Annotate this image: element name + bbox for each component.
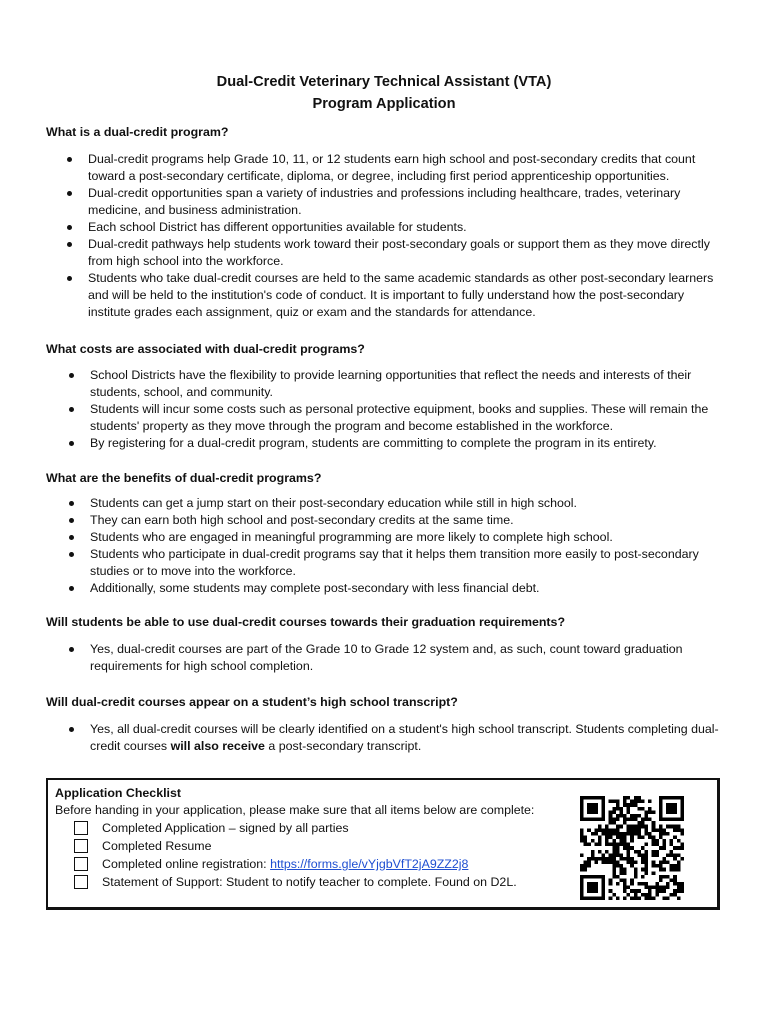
list-item-text: Additionally, some students may complete post-secondary with less financial debt. [90,581,540,595]
bullet-icon [67,191,72,196]
bullet-icon [67,242,72,247]
section-list-what-is [88,151,728,321]
checkbox-support[interactable] [74,875,88,889]
list-item [88,219,728,236]
section-heading-transcript: Will dual-credit courses appear on a student’s high school transcript? [46,695,458,709]
section-list-transcript [90,721,730,755]
list-item [90,721,730,755]
bullet-icon [69,586,74,591]
list-item [88,270,728,321]
bullet-icon [69,552,74,557]
bullet-icon [69,535,74,540]
list-item-text: Yes, all dual-credit courses will be clearly identified on a student's high school transcript. Students completing dual-credit courses [90,722,719,753]
checklist-item-label: Completed Resume [102,839,212,853]
checkbox-resume[interactable] [74,839,88,853]
list-item [90,546,730,580]
list-item-text: a post-secondary transcript. [264,739,422,753]
bullet-icon [67,157,72,162]
bullet-icon [67,276,72,281]
list-item [90,495,730,512]
bullet-icon [69,501,74,506]
list-item [88,236,728,270]
list-item [88,185,728,219]
list-item-text: Dual-credit opportunities span a variety of industries and professions including healthcare, trades, veterinary medicine, and business administration. [88,186,681,217]
list-item [90,580,730,597]
section-heading-graduation: Will students be able to use dual-credit courses towards their graduation requirements? [46,615,566,629]
list-item [90,529,730,546]
checklist-item-label: Statement of Support: Student to notify teacher to complete. Found on D2L. [102,875,517,889]
section-list-benefits [90,495,730,597]
document-title: Dual-Credit Veterinary Technical Assistant (VTA) [216,74,552,90]
bullet-icon [69,441,74,446]
list-item-text: By registering for a dual-credit program, students are committing to complete the program in its entirety. [90,436,657,450]
section-list-graduation [90,641,730,675]
list-item [90,401,730,435]
list-item [88,151,728,185]
list-item-emphasis: will also receive [170,739,265,753]
list-item-text: Dual-credit pathways help students work toward their post-secondary goals or support them as they move directly from high school into the workforce. [88,237,710,268]
list-item [90,641,730,675]
list-item-text: Each school District has different opportunities available for students. [88,220,467,234]
list-item-text: Students will incur some costs such as personal protective equipment, books and supplies. These will remain the students' property as they move through the program and become established in the workforce. [90,402,709,433]
list-item-text: Students can get a jump start on their post-secondary education while still in high school. [90,496,577,510]
bullet-icon [69,518,74,523]
section-heading-what-is: What is a dual-credit program? [46,125,229,139]
registration-link[interactable]: https://forms.gle/vYjgbVfT2jA9ZZ2j8 [270,857,469,871]
document-subtitle: Program Application [312,96,456,112]
list-item [90,512,730,529]
checklist-item-label [102,856,468,873]
section-heading-costs: What costs are associated with dual-credit programs? [46,342,365,356]
bullet-icon [69,407,74,412]
list-item-text: Students who are engaged in meaningful programming are more likely to complete high school. [90,530,613,544]
checkbox-registration[interactable] [74,857,88,871]
checkbox-application[interactable] [74,821,88,835]
checklist-title: Application Checklist [55,786,181,800]
qr-code-icon[interactable] [580,796,684,900]
bullet-icon [67,225,72,230]
list-item-text: Students who participate in dual-credit programs say that it helps them transition more easily to post-secondary studies or to move into the workforce. [90,547,699,578]
list-item-text: Students who take dual-credit courses are held to the same academic standards as other post-secondary learners and will be held to the institution's code of conduct. It is important to fully understand how the post-secondary institute grades each assignment, quiz or exam and the standards for attendance. [88,271,714,319]
bullet-icon [69,727,74,732]
section-heading-benefits: What are the benefits of dual-credit programs? [46,471,322,485]
application-checklist [46,778,720,910]
list-item-text: Dual-credit programs help Grade 10, 11, or 12 students earn high school and post-secondary credits that count toward a post-secondary certificate, diploma, or degree, including first period apprenticeship opportunities. [88,152,696,183]
checklist-item-label: Completed Application – signed by all parties [102,821,349,835]
registration-label: Completed online registration: [102,857,271,871]
list-item-text: Yes, dual-credit courses are part of the Grade 10 to Grade 12 system and, as such, count toward graduation requirements for high school completion. [90,642,683,673]
checklist-intro: Before handing in your application, please make sure that all items below are complete: [55,803,535,817]
section-list-costs [90,367,730,452]
list-item [90,367,730,401]
list-item-text: They can earn both high school and post-secondary credits at the same time. [90,513,514,527]
bullet-icon [69,373,74,378]
list-item [90,435,730,452]
bullet-icon [69,647,74,652]
list-item-text: School Districts have the flexibility to provide learning opportunities that reflect the needs and interests of their students, school, and community. [90,368,692,399]
